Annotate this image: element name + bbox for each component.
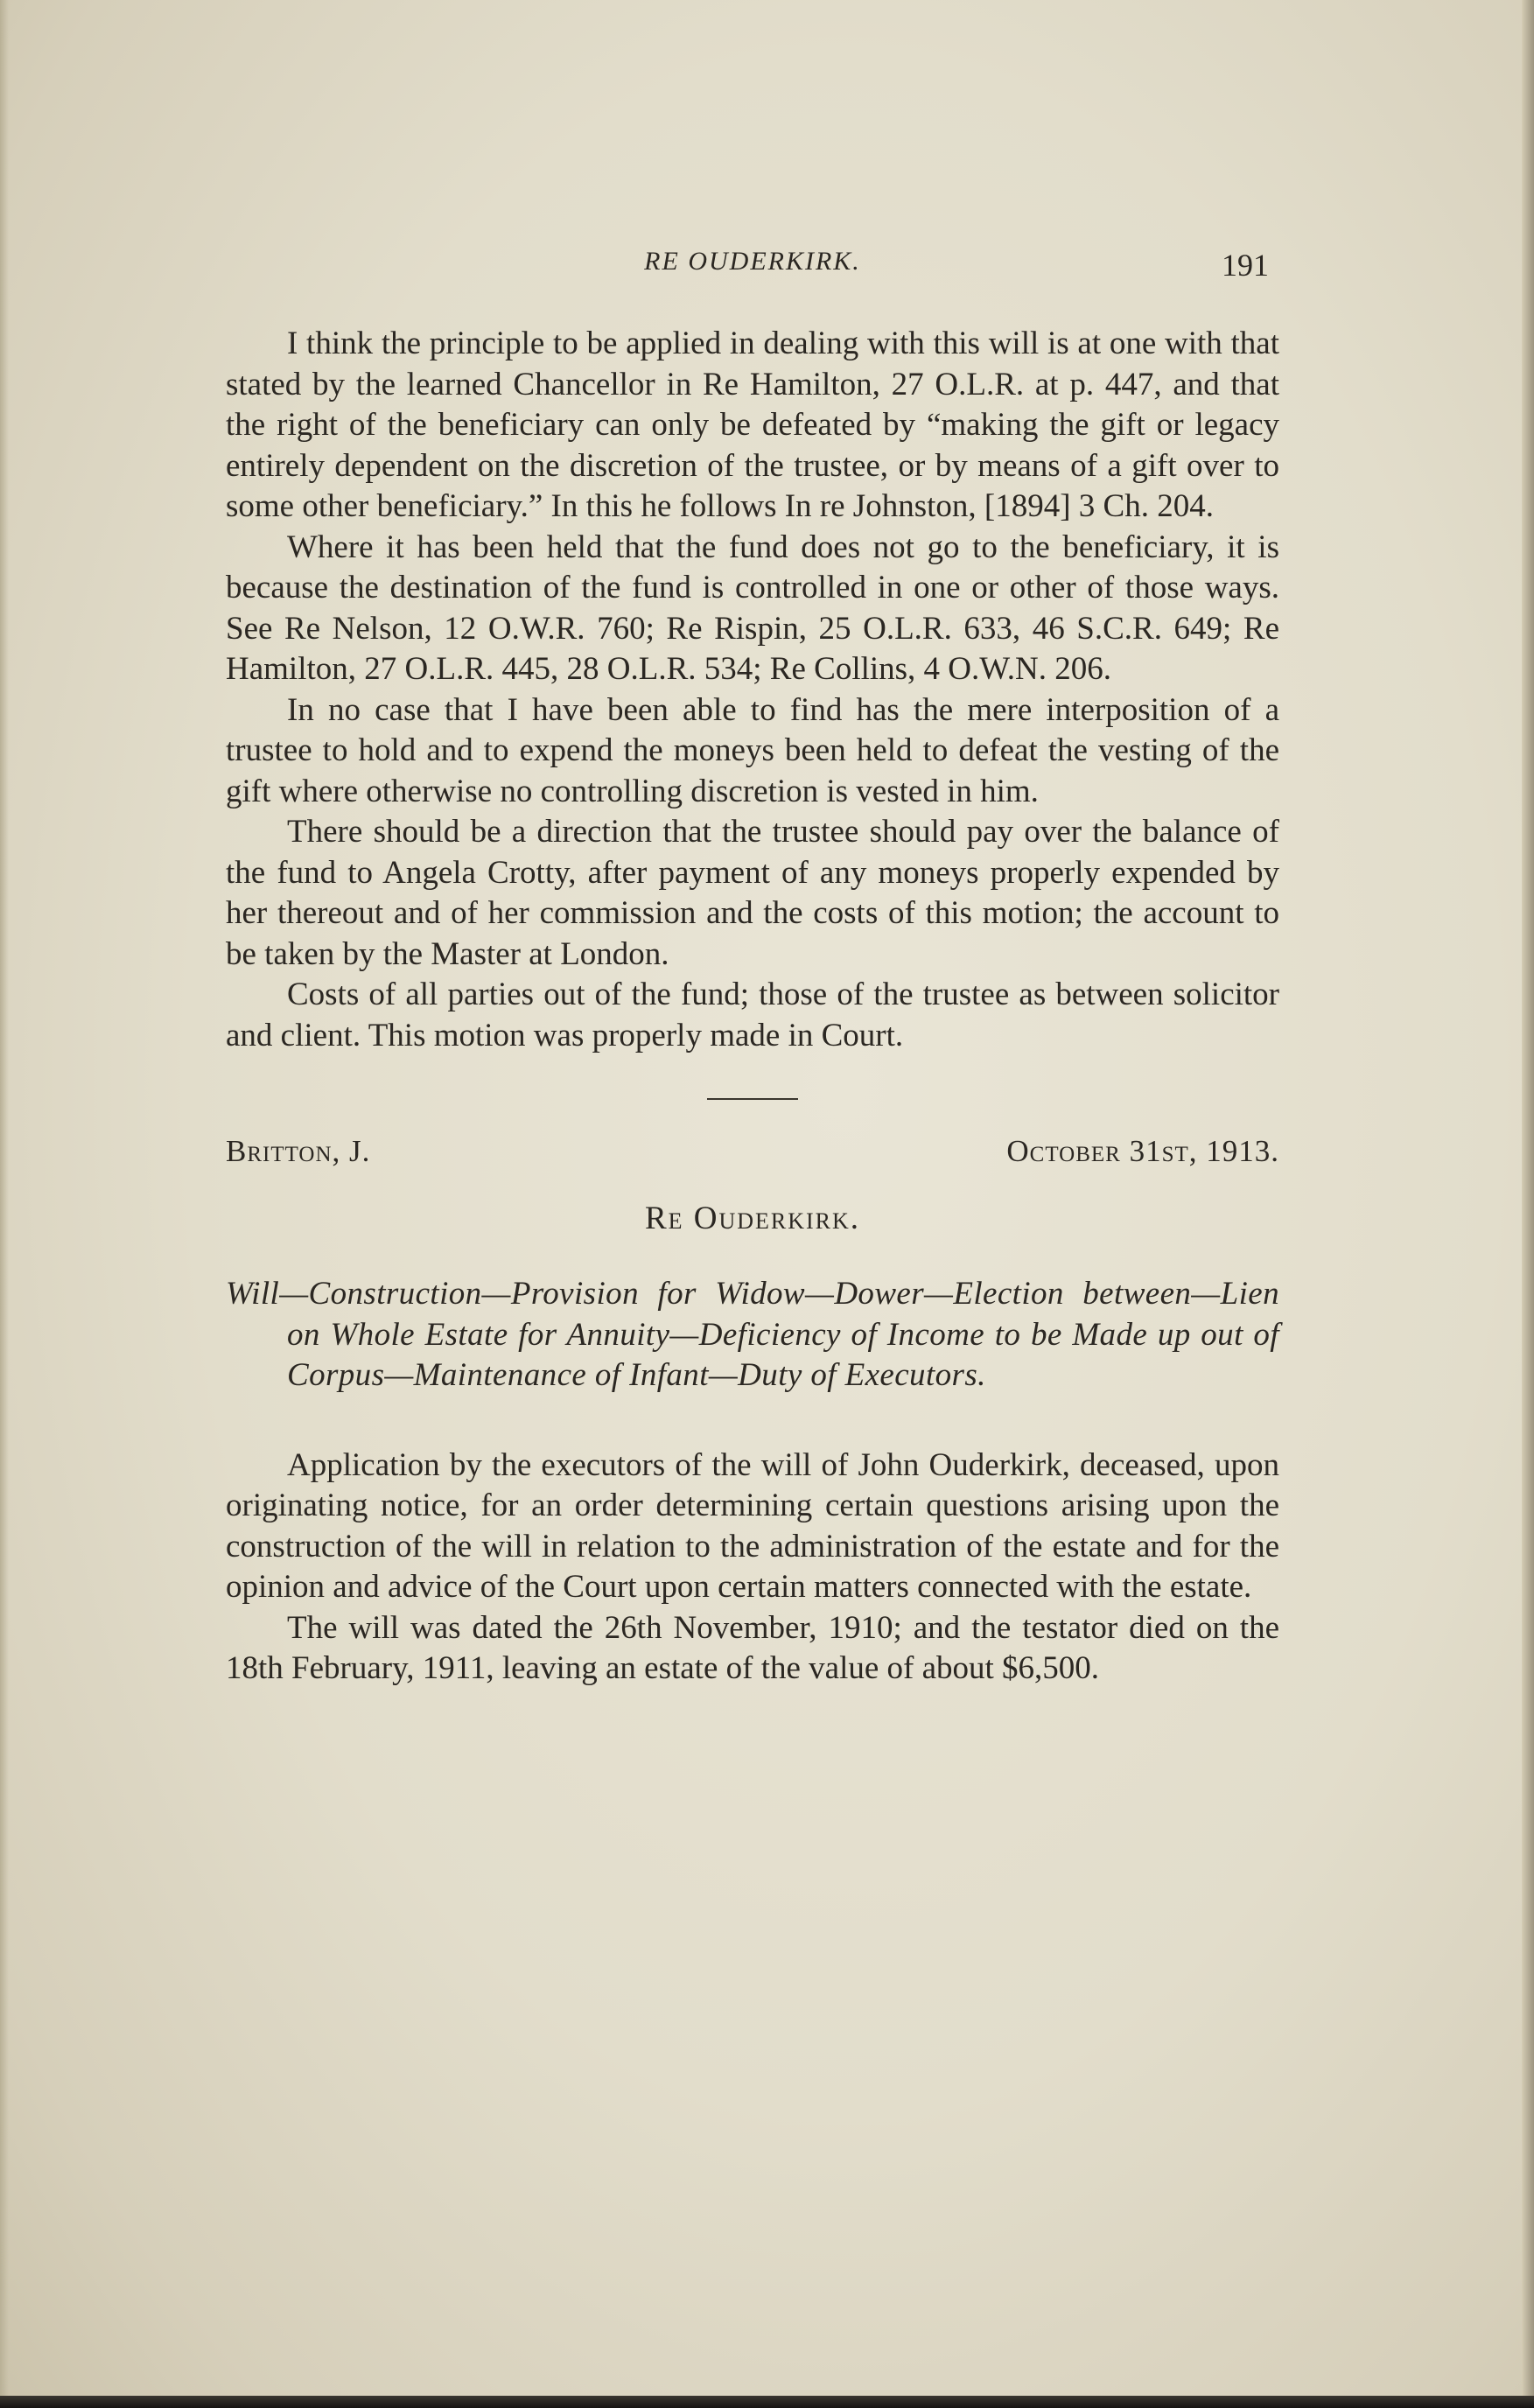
section-divider (707, 1098, 798, 1100)
case-title: Re Ouderkirk. (644, 1200, 861, 1236)
judgment-date: October 31st, 1913. (1006, 1134, 1279, 1168)
text-column (226, 236, 1279, 1690)
paragraph: I think the principle to be applied in dealing with this will is at one with that stated by the learned Chancellor in Re Hamilton, 27 O.L.R. at p. 447, and that the right of the beneficiary can only be defeated by “making the gift or legacy entirely dependent on the discretion of the trustee, or by means of a gift over to some other beneficiary.” In this he follows In re Johnston, [1894] 3 Ch. 204. (226, 326, 1279, 524)
running-head (226, 236, 1279, 289)
paragraph: In no case that I have been able to find has the mere interposition of a trustee to hold and to expend the moneys been held to defeat the vesting of the gift where otherwise no controlling discretion is vested in him. (226, 691, 1279, 809)
running-title: RE OUDERKIRK. (644, 247, 861, 276)
judge-name: Britton, J. (226, 1134, 371, 1168)
paragraph: Where it has been held that the fund does not go to the beneficiary, it is because the destination of the fund is controlled in one or other of those ways. See Re Nelson, 12 O.W.R. 760; Re Rispin, 25 O.L.R. 633, 46 S.C.R. 649; Re Hamilton, 27 O.L.R. 445, 28 O.L.R. 534; Re Collins, 4 O.W.N. 206. (226, 528, 1279, 687)
paragraph: Application by the executors of the will of John Ouderkirk, deceased, upon originating notice, for an order determining certain questions arising upon the construction of the will in relation to the administration of the estate and for the opinion and advice of the Court upon certain matters connected with the estate. (226, 1446, 1279, 1605)
paragraph: There should be a direction that the trustee should pay over the balance of the fund to Angela Crotty, after payment of any moneys properly expended by her thereout and of her commission and the costs of this motion; the account to be taken by the Master at London. (226, 814, 1279, 972)
judgment-line (226, 1131, 1279, 1172)
page-number: 191 (1222, 248, 1269, 283)
headnote: Will—Construction—Provision for Widow—Dower—Election between—Lien on Whole Estate for Annuity—Deficiency of Income to be Made up out of Corpus—Maintenance of Infant—Duty of Executors. (226, 1276, 1279, 1393)
page-right-edge (1522, 0, 1534, 2408)
page-bottom-edge (0, 2396, 1534, 2408)
paragraph: The will was dated the 26th November, 1910; and the testator died on the 18th February, 1911, leaving an estate of the value of about $6,500. (226, 1609, 1279, 1686)
paragraph: Costs of all parties out of the fund; those of the trustee as between solicitor and client. This motion was properly made in Court. (226, 976, 1279, 1054)
page-gutter-shadow (0, 0, 9, 2408)
